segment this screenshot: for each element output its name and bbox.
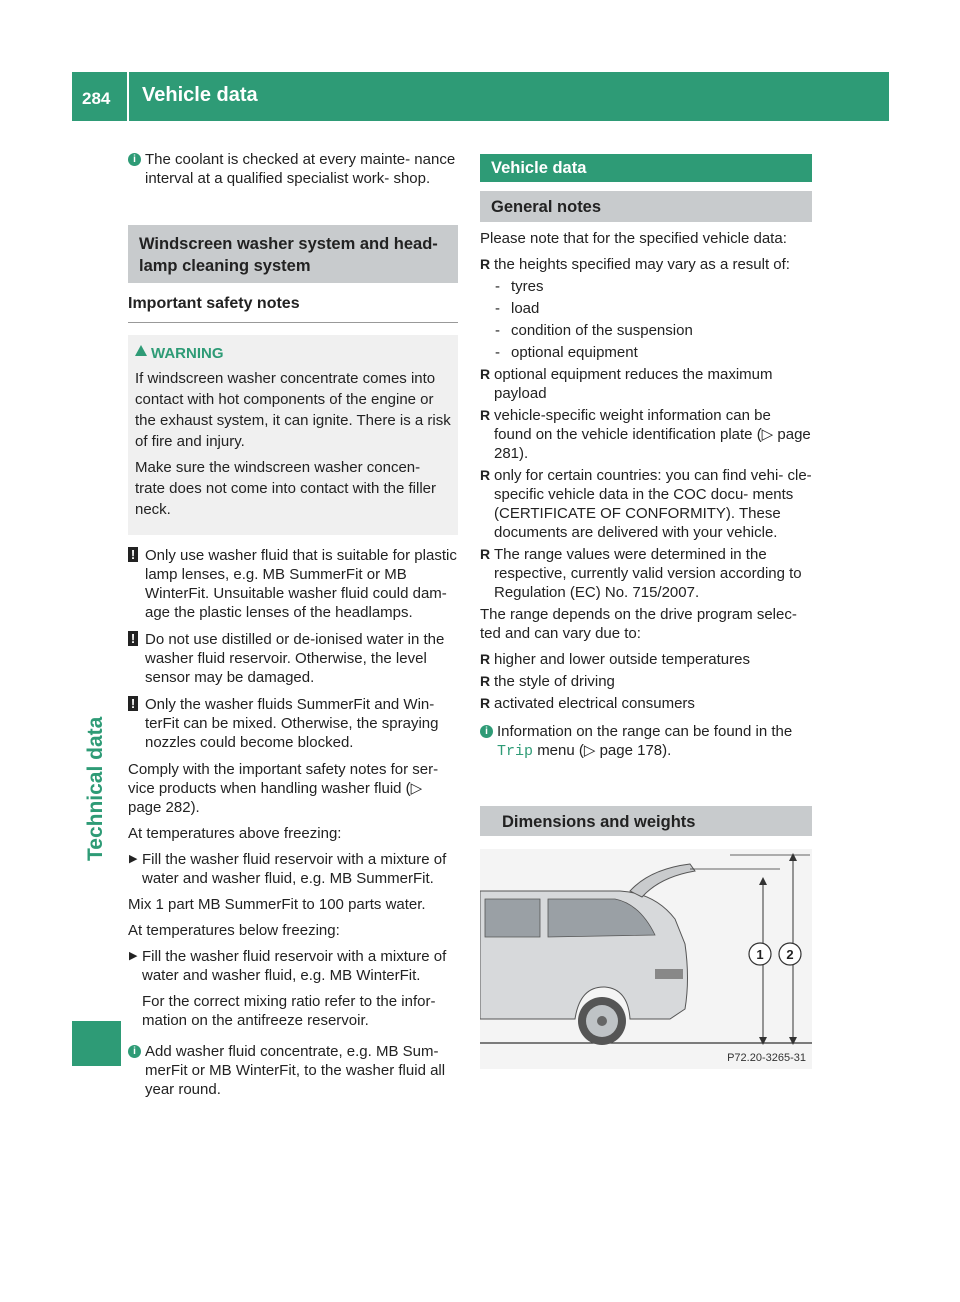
intro-text: Please note that for the specified vehicle data: [480, 230, 787, 247]
trip-menu-label: Trip [497, 743, 534, 760]
section-title-washer: Windscreen washer system and head- lamp cleaning system [128, 225, 458, 283]
vehicle-dimensions-figure [480, 849, 812, 1069]
range-depends-text: The range depends on the drive program selec- ted and can vary due to: [480, 606, 797, 642]
below-freezing-text: At temperatures below freezing: [128, 922, 340, 939]
dash-item: - condition of the suspension [495, 322, 693, 339]
dash-item: - load [495, 300, 540, 317]
dash-item: - optional equipment [495, 344, 638, 361]
warning-heading [135, 343, 451, 364]
bullet-range-factor-text: higher and lower outside temperatures [494, 651, 750, 668]
section-dimensions-weights: Dimensions and weights [480, 806, 812, 836]
info-icon: i [128, 1045, 141, 1058]
side-tab-marker [72, 1021, 121, 1066]
bullet-range-text: The range values were determined in the respective, currently valid version according to Regulation (EC) No. 715/2007. [494, 546, 802, 601]
dash-item-text: optional equipment [511, 344, 638, 361]
bullet-icon: R [480, 695, 491, 711]
bullet-weight-page-ref[interactable]: (▷ page 281). [494, 426, 811, 462]
marker-2: 2 [786, 947, 794, 962]
bullet-range-factor [480, 650, 812, 669]
step-arrow-icon: ▶ [129, 853, 138, 865]
warning-triangle-icon [135, 345, 147, 356]
left-column [128, 150, 458, 1106]
exclamation-icon: ! [128, 547, 138, 562]
notice-text-1: Only use washer fluid that is suitable for plastic lamp lenses, e.g. MB SummerFit or MB WinterFit. Unsuitable washer fluid could dam- age the plastic lenses of the headlamps. [145, 547, 457, 621]
comply-paragraph [128, 760, 458, 817]
mix-text: Mix 1 part MB SummerFit to 100 parts water. [128, 896, 426, 913]
page-header [72, 72, 889, 121]
exclamation-icon: ! [128, 631, 138, 646]
bullet-countries [480, 466, 812, 542]
bullet-icon: R [480, 366, 491, 382]
step-arrow-icon: ▶ [129, 950, 138, 962]
bullet-icon: R [480, 407, 491, 423]
bullet-range-factor-text: the style of driving [494, 673, 615, 690]
step-summer [128, 850, 458, 888]
bullet-range-factor [480, 694, 812, 713]
side-tab [72, 121, 121, 1066]
vehicle-illustration [480, 849, 812, 1069]
bullet-optional [480, 365, 812, 403]
bullet-heights-text: the heights specified may vary as a result of: [494, 256, 790, 273]
section-general-notes: General notes [480, 191, 812, 222]
section-title-vehicle-data: Vehicle data [480, 154, 812, 182]
comply-text: Comply with the important safety notes for ser- vice products when handling washer fluid [128, 761, 439, 797]
dash-item-text: condition of the suspension [511, 322, 693, 339]
bullet-range [480, 545, 812, 602]
notice-distilled-water [128, 630, 458, 687]
above-freezing-text: At temperatures above freezing: [128, 825, 342, 842]
warning-text-1: If windscreen washer concentrate comes into contact with hot components of the engine or the exhaust system, it can ignite. There is a risk of fire and injury. [135, 370, 451, 450]
bullet-range-factor [480, 672, 812, 691]
notice-text-3: Only the washer fluids SummerFit and Win- terFit can be mixed. Otherwise, the spraying nozzles could become blocked. [145, 696, 439, 751]
bullet-countries-text: only for certain countries: you can find vehi- cle-specific vehicle data in the COC docu- ments (CERTIFICATE OF CONFORMITY). These documents are delivered with your vehicle. [494, 467, 812, 541]
header-divider [127, 72, 129, 121]
info-note-coolant [128, 150, 458, 188]
bullet-range-factor-text: activated electrical consumers [494, 695, 695, 712]
bullet-optional-text: optional equipment reduces the maximum payload [494, 366, 773, 402]
subhead-safety-notes: Important safety notes [128, 293, 458, 323]
info-range-pre: Information on the range can be found in the [497, 723, 793, 740]
notice-mixing-fluids [128, 695, 458, 752]
bullet-icon: R [480, 673, 491, 689]
info-coolant-text: The coolant is checked at every mainte- nance interval at a qualified specialist work- shop. [145, 151, 456, 187]
dash-item-text: load [511, 300, 540, 317]
bullet-icon: R [480, 256, 491, 272]
dash-item: - tyres [495, 278, 544, 295]
step-winter [128, 947, 458, 985]
info-icon: i [480, 725, 493, 738]
warning-text-2: Make sure the windscreen washer concen- trate does not come into contact with the filler neck. [135, 459, 436, 518]
comply-page-ref[interactable]: (▷ page 282). [128, 780, 423, 816]
info-range-post[interactable]: menu (▷ page 178). [537, 742, 672, 759]
bullet-weight-text: vehicle-specific weight information can be found on the vehicle identification plate [494, 407, 771, 443]
bullet-heights [480, 255, 812, 274]
bullet-icon: R [480, 651, 491, 667]
header-title: Vehicle data [142, 84, 258, 106]
step-summer-text: Fill the washer fluid reservoir with a mixture of water and washer fluid, e.g. MB SummerFit. [142, 851, 447, 887]
info-concentrate-text: Add washer fluid concentrate, e.g. MB Sum- merFit or MB WinterFit, to the washer fluid all year round. [145, 1043, 446, 1098]
info-note-range [480, 722, 812, 761]
info-note-concentrate [128, 1042, 458, 1099]
bullet-weight [480, 406, 812, 463]
bullet-icon: R [480, 467, 491, 483]
warning-title: WARNING [151, 345, 224, 362]
figure-code: P72.20-3265-31 [727, 1052, 806, 1064]
warning-box [128, 335, 458, 535]
mixing-ratio-text: For the correct mixing ratio refer to the infor- mation on the antifreeze reservoir. [142, 993, 436, 1029]
bullet-icon: R [480, 546, 491, 562]
notice-text-2: Do not use distilled or de-ionised water in the washer fluid reservoir. Otherwise, the level sensor may be damaged. [145, 631, 445, 686]
right-column [480, 154, 812, 1069]
exclamation-icon: ! [128, 696, 138, 711]
step-winter-text: Fill the washer fluid reservoir with a mixture of water and washer fluid, e.g. MB WinterFit. [142, 948, 447, 984]
info-icon: i [128, 153, 141, 166]
dash-item-text: tyres [511, 278, 544, 295]
side-tab-label: Technical data [84, 716, 107, 861]
notice-lamp-lenses [128, 546, 458, 622]
page-number: 284 [82, 89, 111, 108]
marker-1: 1 [756, 947, 764, 962]
